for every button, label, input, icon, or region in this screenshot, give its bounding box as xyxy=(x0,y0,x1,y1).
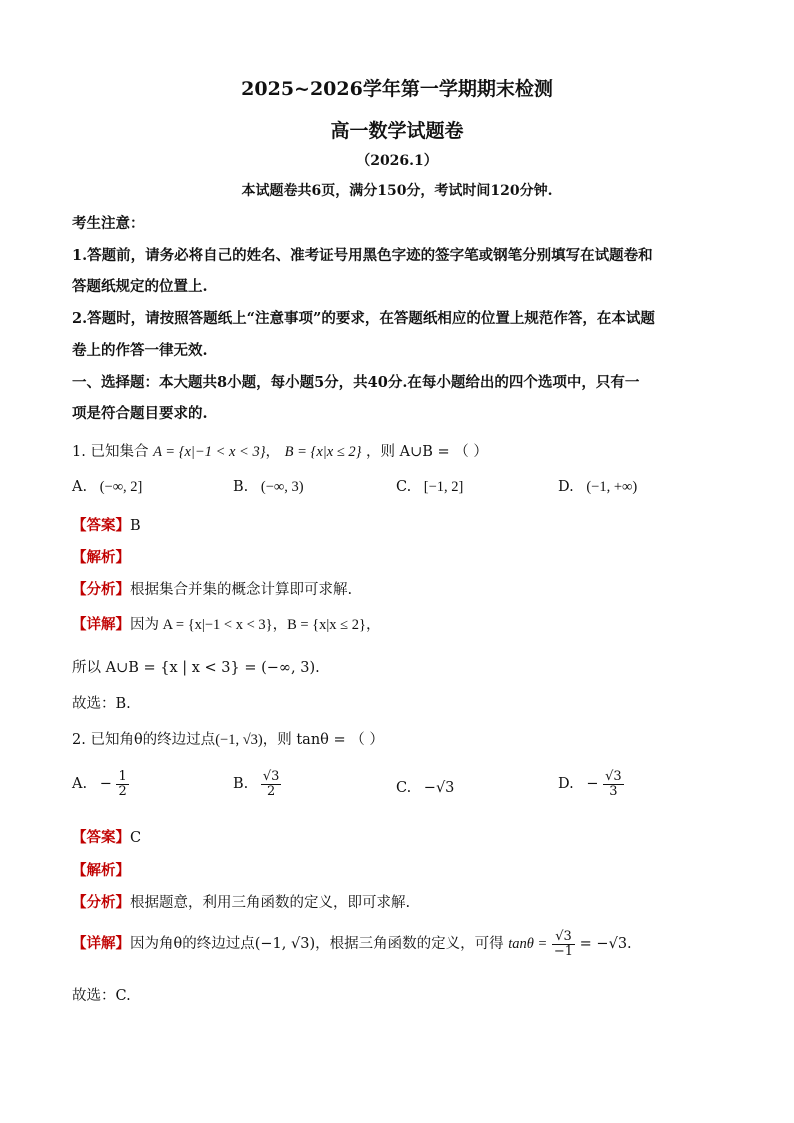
q2-option-c-value: −√3 xyxy=(423,780,455,796)
q1-answer xyxy=(72,514,141,535)
q1-option-c xyxy=(396,479,463,496)
q1-answer-tag: 【答案】 xyxy=(72,517,130,534)
q2-xiangjie-mid: ，根据三角函数的定义，可得 xyxy=(315,936,504,953)
q2-option-a-denominator: 2 xyxy=(118,783,127,799)
notice-item1-line2: 答题纸规定的位置上. xyxy=(72,278,208,295)
q1-option-c-label: C. xyxy=(396,479,412,495)
q2-option-d-label: D. xyxy=(558,776,574,793)
q2-option-c-label: C. xyxy=(396,780,412,796)
q1-option-d xyxy=(558,479,637,496)
q2-xiangjie-denominator: −1 xyxy=(553,943,574,959)
q1-fenxi-tag: 【分析】 xyxy=(72,581,130,598)
q2-option-a-numerator: 1 xyxy=(118,769,127,784)
q1-option-a xyxy=(72,479,142,496)
q2-option-a-fraction xyxy=(116,770,128,798)
q1-stem-prefix: 1. 已知集合 xyxy=(72,444,149,460)
q1-set-b: B = {x|x ≤ 2} xyxy=(284,444,362,460)
q1-set-a: A = {x|−1 < x < 3} xyxy=(153,444,266,460)
q1-answer-value: B xyxy=(130,518,141,534)
q1-option-a-value: (−∞, 2] xyxy=(99,479,143,495)
q1-option-b xyxy=(233,479,304,496)
q1-conclusion: 所以 A∪B = {x | x < 3} = (−∞, 3). xyxy=(72,660,320,676)
q2-option-d xyxy=(558,770,624,798)
q2-stem-prefix: 2. 已知角θ的终边过点 xyxy=(72,732,216,748)
q2-stem-suffix: ，则 tanθ = （ ） xyxy=(262,732,384,748)
q1-option-b-value: (−∞, 3) xyxy=(260,479,304,495)
q2-option-b xyxy=(233,770,281,798)
q2-choice: 故选：C. xyxy=(72,988,131,1004)
q2-fenxi-tag: 【分析】 xyxy=(72,894,130,911)
q1-xiangjie xyxy=(72,613,380,634)
q2-option-d-sign: − xyxy=(586,776,599,793)
q2-xiangjie xyxy=(72,930,632,958)
notice-item2-line1: 2.答题时，请按照答题纸上“注意事项”的要求，在答题纸相应的位置上规范作答，在本试题 xyxy=(72,310,655,327)
q2-point: (−1, √3) xyxy=(215,732,263,748)
q1-fenxi-text: 根据集合并集的概念计算即可求解. xyxy=(130,582,353,598)
q2-option-d-numerator: √3 xyxy=(605,769,622,784)
q1-stem-suffix: ，则 A∪B = （ ） xyxy=(366,444,488,460)
q2-option-d-denominator: 3 xyxy=(609,783,618,799)
q2-xiangjie-point: (−1, √3) xyxy=(254,936,316,953)
q2-xiangjie-prefix: 因为角θ的终边过点 xyxy=(130,936,255,953)
q2-option-b-denominator: 2 xyxy=(267,783,276,799)
q2-analysis xyxy=(72,859,130,880)
q2-option-a xyxy=(72,770,129,798)
q1-option-c-value: [−1, 2] xyxy=(423,479,464,495)
q1-stem: 1. 已知集合 A = {x|−1 < x < 3}， B = {x|x ≤ 2} ，则 A∪B = （ ） xyxy=(72,444,488,460)
q2-option-a-label: A. xyxy=(72,776,88,793)
q1-fenxi xyxy=(72,578,352,599)
q2-answer-value: C xyxy=(130,830,142,846)
notice-item1-line1: 1.答题前，请务必将自己的姓名、准考证号用黑色字迹的签字笔或钢笔分别填写在试题卷和 xyxy=(72,247,653,264)
q2-xiangjie-rhs: = −√3. xyxy=(579,936,632,953)
q1-option-b-label: B. xyxy=(233,479,249,495)
q2-option-c xyxy=(396,780,454,796)
q1-option-d-value: (−1, +∞) xyxy=(586,479,638,495)
q2-option-d-fraction xyxy=(603,770,624,798)
q2-xiangjie-lhs: tanθ = xyxy=(508,936,548,953)
q2-option-b-numerator: √3 xyxy=(262,769,280,784)
exam-subtitle: 高一数学试题卷 xyxy=(330,120,464,142)
q2-option-b-label: B. xyxy=(233,776,249,793)
q2-fenxi xyxy=(72,891,410,912)
q1-option-a-label: A. xyxy=(72,479,88,495)
q2-xiangjie-tag: 【详解】 xyxy=(72,935,130,953)
q2-stem xyxy=(72,728,384,749)
q2-xiangjie-fraction xyxy=(552,930,575,958)
notice-heading: 考生注意： xyxy=(72,215,145,232)
q1-xiangjie-text: 因为 A = {x|−1 < x < 3}，B = {x|x ≤ 2}， xyxy=(130,617,381,633)
section1-intro-line1: 一、选择题：本大题共8小题，每小题5分，共40分.在每小题给出的四个选项中，只有一 xyxy=(72,374,640,391)
q1-analysis-tag: 【解析】 xyxy=(72,549,130,566)
exam-info: 本试题卷共6页，满分150分，考试时间120分钟. xyxy=(241,183,553,199)
section1-intro-line2: 项是符合题目要求的. xyxy=(72,405,208,422)
notice-item2-line2: 卷上的作答一律无效. xyxy=(72,342,208,359)
q2-option-a-sign: − xyxy=(99,776,112,793)
exam-date: （2026.1） xyxy=(356,153,438,169)
q1-choice: 故选：B. xyxy=(72,696,131,712)
q1-option-d-label: D. xyxy=(558,479,574,495)
q2-analysis-tag: 【解析】 xyxy=(72,862,130,879)
q1-xiangjie-tag: 【详解】 xyxy=(72,616,130,633)
q2-option-b-fraction xyxy=(261,770,282,798)
q2-xiangjie-numerator: √3 xyxy=(552,930,575,945)
exam-title: 2025~2026学年第一学期期末检测 xyxy=(241,78,553,100)
q2-answer xyxy=(72,826,141,847)
q2-answer-tag: 【答案】 xyxy=(72,829,130,846)
q1-analysis xyxy=(72,546,130,567)
q2-fenxi-text: 根据题意，利用三角函数的定义，即可求解. xyxy=(130,895,411,911)
